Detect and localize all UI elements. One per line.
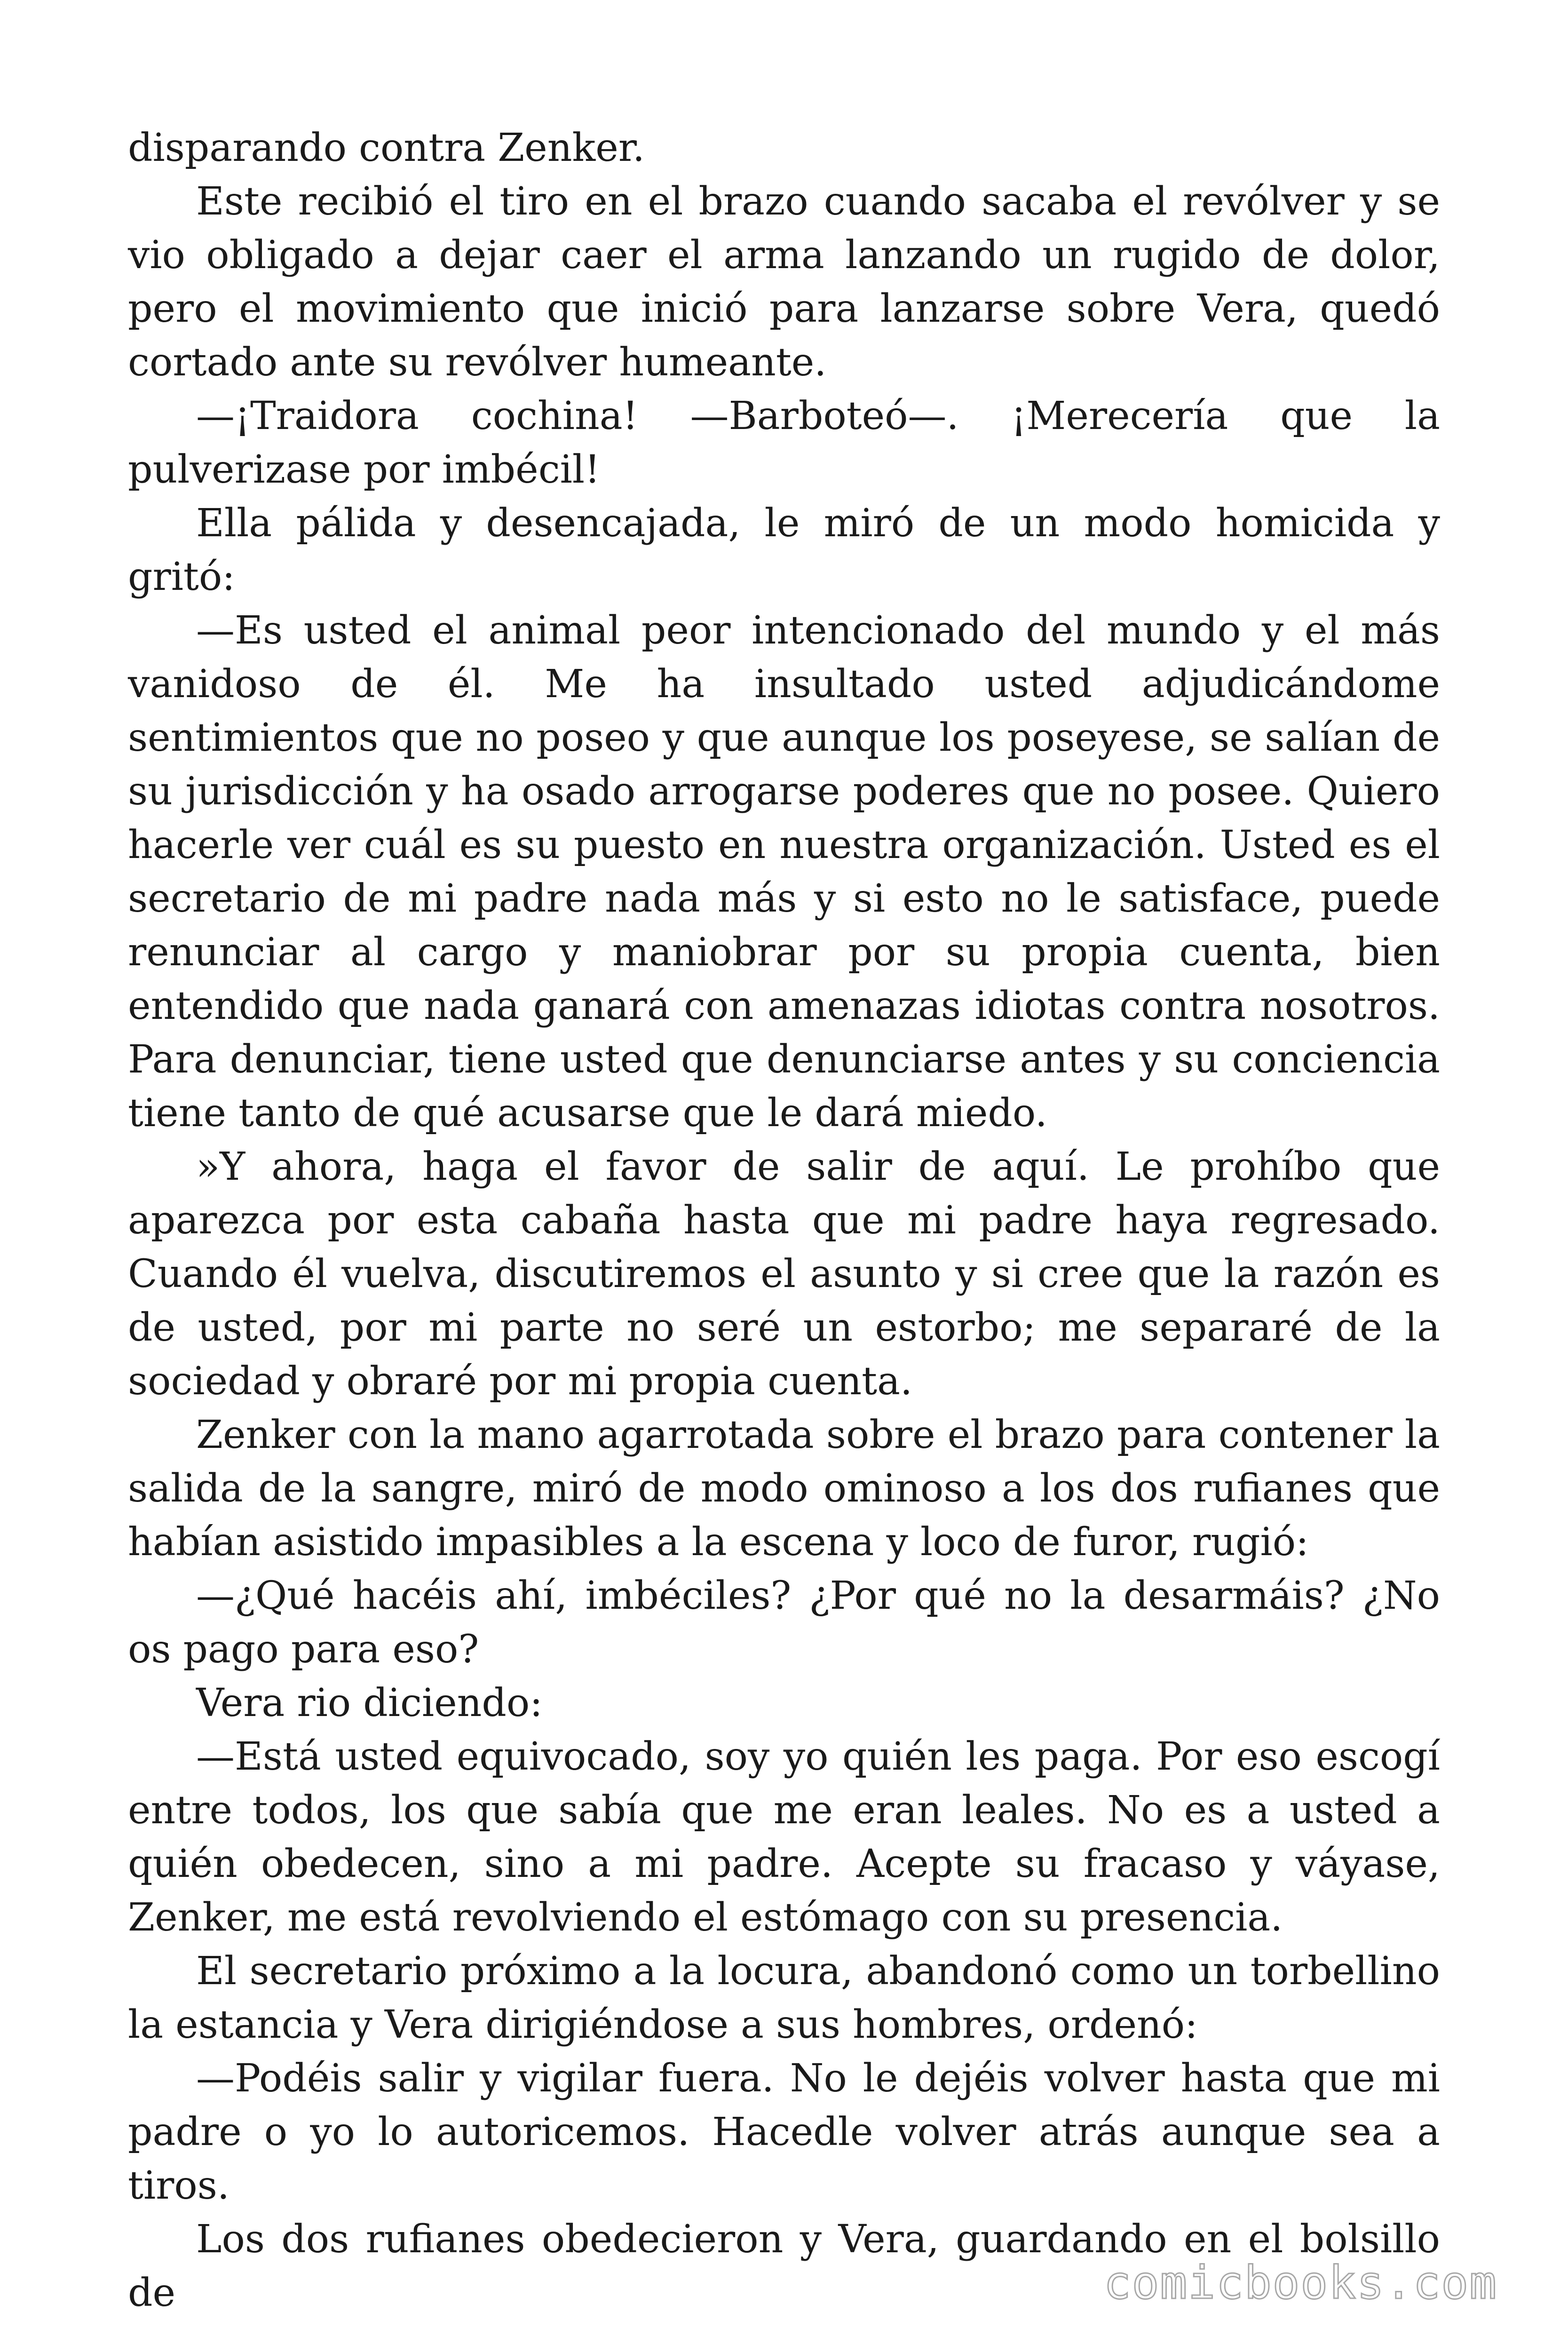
paragraph-10: —Está usted equivocado, soy yo quién les paga. Por eso escogí entre todos, los que sabía que me eran leales. No es a usted a quién obedecen, sino a mi padre. Acepte su fracaso y váyase, Zenker, me está revolviendo el estómago con su presencia. [128,1734,1440,1940]
paragraph-6: »Y ahora, haga el favor de salir de aquí. Le prohíbo que aparezca por esta cabaña hasta que mi padre haya regresado. Cuando él vuelva, discutiremos el asunto y si cree que la razón es de usted, por mi parte no seré un estorbo; me separaré de la sociedad y obraré por mi propia cuenta. [128,1144,1440,1404]
paragraph-2: Este recibió el tiro en el brazo cuando sacaba el revólver y se vio obligado a dejar caer el arma lanzando un rugido de dolor, pero el movimiento que inició para lanzarse sobre Vera, quedó cortado ante su revólver humeante. [128,179,1440,385]
paragraph-11: El secretario próximo a la locura, abandonó como un torbellino la estancia y Vera dirigiéndose a sus hombres, ordenó: [128,1949,1440,2047]
paragraph-7: Zenker con la mano agarrotada sobre el brazo para contener la salida de la sangre, miró de modo ominoso a los dos rufianes que habían asistido impasibles a la escena y loco de furor, rugió: [128,1413,1440,1565]
paragraph-12: —Podéis salir y vigilar fuera. No le dejéis volver hasta que mi padre o yo lo autoricemos. Hacedle volver atrás aunque sea a tiros. [128,2056,1440,2208]
paragraph-5: —Es usted el animal peor intencionado del mundo y el más vanidoso de él. Me ha insultado usted adjudicándome sentimientos que no poseo y que aunque los poseyese, se salían de su jurisdicción y ha osado arrogarse poderes que no posee. Quiero hacerle ver cuál es su puesto en nuestra organización. Usted es el secretario de mi padre nada más y si esto no le satisface, puede renunciar al cargo y maniobrar por su propia cuenta, bien entendido que nada ganará con amenazas idiotas contra nosotros. Para denunciar, tiene usted que denunciarse antes y su conciencia tiene tanto de qué acusarse que le dará miedo. [128,608,1440,1136]
paragraph-8: —¿Qué hacéis ahí, imbéciles? ¿Por qué no la desarmáis? ¿No os pago para eso? [128,1573,1440,1672]
watermark-logo: comicbooks.com [1103,2257,1497,2309]
paragraph-1: disparando contra Zenker. [128,126,645,170]
paragraph-4: Ella pálida y desencajada, le miró de un modo homicida y gritó: [128,501,1440,599]
paragraph-9: Vera rio diciendo: [196,1681,543,1725]
paragraph-13: Los dos rufianes obedecieron y Vera, guardando en el bolsillo de [128,2217,1440,2315]
paragraph-3: —¡Traidora cochina! —Barboteó—. ¡Merecería que la pulverizase por imbécil! [128,394,1440,492]
